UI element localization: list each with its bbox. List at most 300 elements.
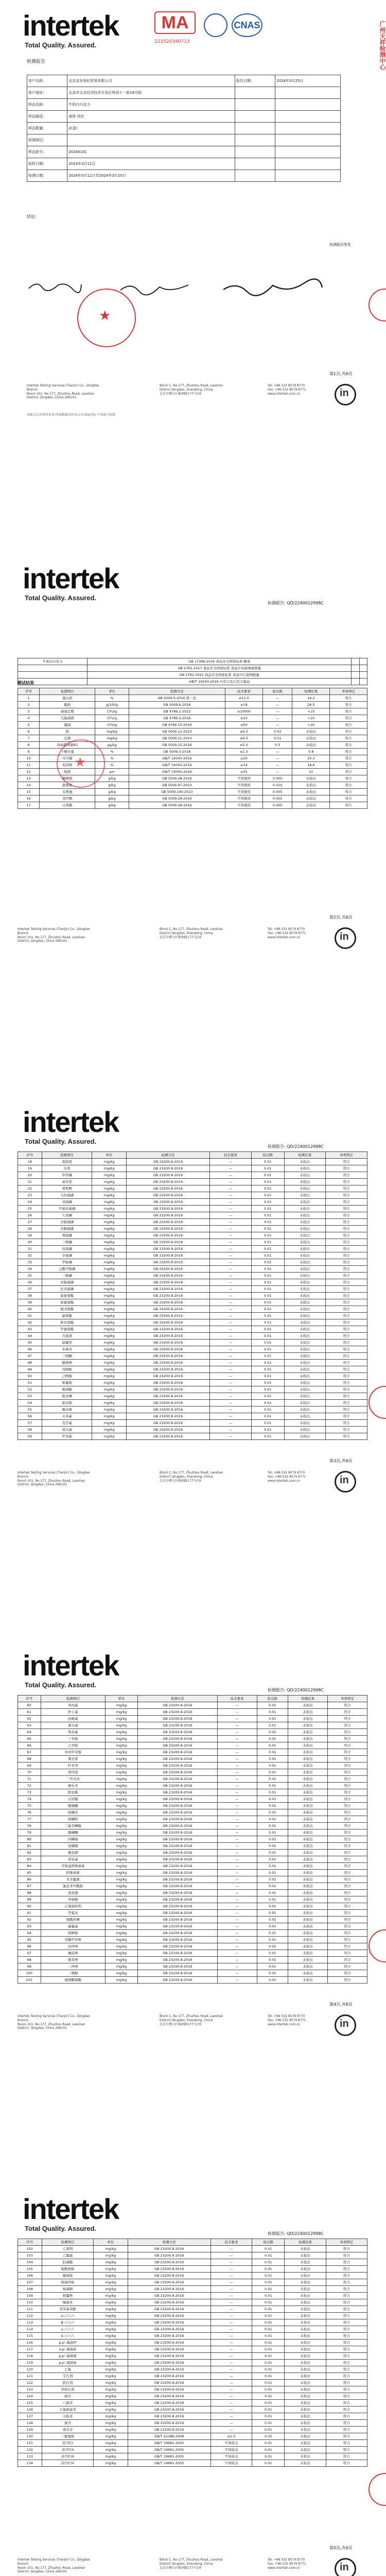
table-cell: — (210, 1433, 252, 1440)
table-cell: 符合 (328, 1742, 367, 1749)
table-row (18, 1340, 367, 1346)
table-row (18, 2360, 367, 2366)
table-cell: 0.01 (251, 1172, 284, 1179)
table-cell: mg/kg (105, 1776, 137, 1783)
table-cell: 51 (18, 1380, 42, 1386)
table-cell: 28 (18, 1226, 42, 1232)
table-cell: 符合 (326, 1219, 367, 1226)
table-cell: 久效磷 (42, 1212, 92, 1219)
table-cell: 符合 (330, 769, 367, 775)
table-cell: 甲氨基阿维菌素 (41, 1863, 105, 1870)
table-cell: 44 (18, 1333, 42, 1340)
table-cell: mg/kg (94, 2259, 128, 2266)
table-cell: 50 (18, 1373, 42, 1380)
table-cell: — (210, 2333, 252, 2340)
table-cell: 0.01 (251, 1212, 284, 1219)
table-cell: p,p'-滴滴涕 (42, 2360, 94, 2366)
table-cell: 未检出 (285, 2427, 326, 2433)
table-cell: 22 (18, 1185, 42, 1192)
table-cell: 118 (18, 2353, 42, 2360)
table-cell: 0.01 (251, 1199, 284, 1206)
table-cell: 未检出 (288, 1789, 328, 1796)
table-cell: — (262, 708, 292, 715)
table-cell: 126 (18, 2406, 42, 2413)
table-cell: 乙烯菌核利 (41, 1903, 105, 1910)
table-cell: 未检出 (284, 1273, 326, 1279)
results-table (17, 2239, 367, 2467)
table-cell: 符合 (328, 1923, 367, 1930)
table-cell: — (210, 1306, 252, 1313)
table-cell: 腈菌唑 (42, 1360, 92, 1366)
table-cell: GB 23200.8-2016 (138, 1937, 218, 1943)
table-cell: — (210, 1259, 252, 1266)
table-cell: 三氯杀螨醇 (41, 1823, 105, 1829)
table-cell: 未检出 (285, 2246, 326, 2252)
table-cell: 啶酰菌胺 (42, 2266, 94, 2273)
table-cell: mg/kg (92, 1172, 126, 1179)
table-cell: 符合 (330, 789, 367, 795)
table-cell: 符合 (326, 1179, 367, 1185)
table-cell: 总砷 (40, 735, 95, 742)
table-cell: GB 23200.8-2016 (128, 2427, 210, 2433)
results-table (17, 1151, 367, 1440)
table-cell: 符合 (330, 722, 367, 728)
table-cell: 符合 (328, 1736, 367, 1742)
slogan: Total Quality. Assured. (25, 2225, 97, 2232)
table-cell: 96 (18, 1943, 41, 1950)
table-cell: — (210, 2406, 252, 2413)
table-row (18, 658, 367, 665)
table-cell: 4 (18, 715, 40, 722)
table-cell: 121 (18, 2373, 42, 2380)
table-cell: 未检出 (284, 1239, 326, 1246)
table-cell: 不得检出 (210, 2447, 252, 2453)
table-cell: 符合 (330, 695, 367, 702)
table-cell: 未检出 (284, 1232, 326, 1239)
table-cell: 不得使用 (225, 789, 262, 795)
table-cell (359, 672, 367, 679)
table-cell: — (217, 1963, 257, 1970)
table-cell: 0.01 (257, 1963, 288, 1970)
table-cell: mg/kg (92, 1185, 126, 1192)
table-cell: GB 23200.8-2016 (126, 1373, 209, 1380)
table-cell: — (217, 1829, 257, 1836)
table-cell: γ-六六六 (42, 2326, 94, 2333)
table-cell: 0.01 (257, 1876, 288, 1883)
table-cell: mg/kg (94, 2400, 128, 2406)
table-cell: mg/kg (105, 1742, 137, 1749)
table-cell: — (210, 1179, 252, 1185)
table-cell: 未检出 (288, 1883, 328, 1890)
table-row (18, 1366, 367, 1373)
table-cell: 40 (18, 1306, 42, 1313)
table-cell: 未检出 (285, 2273, 326, 2279)
table-cell: GB 23200.8-2016 (128, 2293, 210, 2299)
table-cell: GB 5009.22-2016 (129, 742, 225, 749)
table-cell: 134 (18, 2460, 42, 2467)
table-cell: 未检出 (288, 1729, 328, 1736)
table-cell: — (210, 2340, 252, 2346)
table-cell: mg/kg (105, 1816, 137, 1823)
table-cell: 69 (18, 1762, 41, 1769)
table-row (18, 1259, 367, 1266)
table-cell: 未检出 (288, 1910, 328, 1917)
table-row (18, 1803, 367, 1809)
table-cell: 茚虫威 (41, 1856, 105, 1863)
table-cell: GB 23200.8-2016 (128, 2413, 210, 2420)
footer-intertek-icon: in (335, 384, 356, 405)
table-cell: 0.01 (251, 1427, 284, 1433)
info-cell: 样品数量: (27, 123, 67, 134)
table-cell: GB 23200.8-2016 (128, 2346, 210, 2353)
table-cell: 阿维菌素 (41, 1870, 105, 1876)
table-cell: GB 23200.8-2016 (138, 1716, 218, 1722)
table-cell: 98 (18, 1957, 41, 1963)
table-cell: 符合 (326, 2386, 367, 2393)
table-cell: 符合 (326, 2333, 367, 2340)
table-cell: 甲胺磷 (42, 1259, 92, 1266)
table-cell: 未检出 (285, 2326, 326, 2333)
table-cell: 0.02 (262, 728, 292, 735)
table-row (18, 1829, 367, 1836)
table-cell: — (217, 1742, 257, 1749)
table-cell: 苏丹红III (42, 2453, 94, 2460)
table-cell: — (217, 1856, 257, 1863)
table-cell: 9 (18, 749, 40, 755)
table-cell: 糖精钠 (40, 775, 95, 782)
table-cell: — (217, 1816, 257, 1823)
table-cell: 未检出 (284, 1346, 326, 1353)
table-cell: % (95, 695, 129, 702)
table-cell: — (210, 2420, 252, 2427)
table-row (18, 1413, 367, 1420)
info-cell: 2024年3月11日至2024年3月25日 (67, 170, 235, 182)
column-header: 检测项目 (40, 688, 95, 695)
table-cell: 78 (18, 1823, 41, 1829)
table-row (18, 1843, 367, 1850)
table-cell: mg/kg (94, 2406, 128, 2413)
table-row (18, 2279, 367, 2286)
table-cell: 符合 (330, 728, 367, 735)
table-cell: 52 (18, 1386, 42, 1393)
table-cell: 0.005 (262, 775, 292, 782)
table-cell: GB 23200.8-2016 (126, 1172, 209, 1179)
table-cell: 0.005 (262, 789, 292, 795)
table-cell: — (210, 1326, 252, 1333)
table-cell: 38 (18, 1293, 42, 1299)
table-cell: 未检出 (284, 1406, 326, 1413)
table-row (18, 2386, 367, 2393)
table-cell: mg/kg (92, 1232, 126, 1239)
table-cell: GB/T 19343-2016 (129, 755, 225, 762)
signature-3 (221, 278, 324, 297)
table-cell: 符合 (326, 2373, 367, 2380)
table-row (18, 1836, 367, 1843)
table-cell: GB 23200.8-2016 (138, 1943, 218, 1950)
table-cell: 未检出 (288, 1762, 328, 1769)
table-cell: 灭蚁灵 (42, 2413, 94, 2420)
table-cell (359, 658, 367, 665)
report-page-5 (0, 2174, 386, 2576)
table-row (18, 2252, 367, 2259)
table-cell (352, 658, 359, 665)
info-cell (275, 170, 341, 182)
table-cell: 符合 (326, 2433, 367, 2440)
table-cell: 水胺硫磷 (42, 1219, 92, 1226)
report-number: 检测报告: QD/2240012998C (268, 1144, 324, 1149)
table-cell: ≥20 (225, 755, 262, 762)
table-row (18, 1346, 367, 1353)
table-cell: 符合 (326, 1319, 367, 1326)
table-cell: — (217, 1783, 257, 1789)
table-cell: g/kg (95, 802, 129, 809)
table-cell: 未检出 (288, 1903, 328, 1910)
table-row (18, 665, 367, 672)
table-cell: 狄氏剂 (42, 2380, 94, 2386)
table-cell: 符合 (326, 1413, 367, 1420)
table-cell: 未检出 (285, 2460, 326, 2467)
table-cell: 符合 (330, 708, 367, 715)
table-cell: 未检出 (285, 2373, 326, 2380)
table-cell: 未检出 (292, 775, 330, 782)
table-cell: — (210, 1299, 252, 1306)
table-row (18, 2246, 367, 2252)
table-cell: % (95, 749, 129, 755)
table-row (18, 1373, 367, 1380)
table-cell: GB 23200.8-2016 (128, 2299, 210, 2306)
table-cell: 甲拌磷 (42, 1172, 92, 1179)
table-cell: 0.01 (257, 1950, 288, 1957)
table-cell: 符合 (326, 2400, 367, 2406)
table-cell: 氯菊酯 (42, 1313, 92, 1319)
info-row (27, 75, 341, 87)
table-cell: mg/kg (92, 1340, 126, 1346)
table-cell: 苏丹红II (42, 2447, 94, 2453)
table-cell: 0.01 (252, 2420, 285, 2427)
table-cell: mg/kg (105, 1950, 137, 1957)
table-cell: 不得使用 (225, 775, 262, 782)
info-row (27, 134, 341, 146)
table-cell: — (217, 1903, 257, 1910)
table-row (18, 1239, 367, 1246)
table-cell: 63 (18, 1722, 41, 1729)
table-cell: 烯酰吗啉 (41, 1917, 105, 1923)
table-cell: 未检出 (284, 1386, 326, 1393)
table-row (18, 1286, 367, 1293)
table-cell: — (210, 2319, 252, 2326)
column-header: 技术要求 (217, 1696, 257, 1702)
table-cell: GB 23200.8-2016 (138, 1930, 218, 1937)
info-cell (275, 146, 341, 158)
table-row (18, 2433, 367, 2440)
table-cell: mg/kg (105, 1722, 137, 1729)
table-row (18, 1762, 367, 1769)
column-header: 检出限 (252, 2239, 285, 2246)
table-cell: 未检出 (292, 789, 330, 795)
table-cell: 71 (18, 1776, 41, 1783)
table-row (18, 2306, 367, 2313)
info-cell: 样品描述: (27, 111, 67, 123)
table-cell: 符合 (326, 2380, 367, 2386)
table-cell: 48 (18, 1360, 42, 1366)
table-cell: 未检出 (284, 1353, 326, 1360)
table-cell: 符合 (328, 1749, 367, 1756)
table-cell: 82 (18, 1850, 41, 1856)
table-cell: 70 (18, 1769, 41, 1776)
table-row (18, 1252, 367, 1259)
column-header: 单项判定 (330, 688, 367, 695)
table-cell: — (262, 762, 292, 769)
table-cell: GB 23200.8-2016 (138, 1829, 218, 1836)
table-cell: GB 23200.8-2016 (128, 2393, 210, 2400)
info-row (27, 146, 341, 158)
table-cell: 符合 (326, 1226, 367, 1232)
table-cell: GB/T 19681-2005 (128, 2447, 210, 2453)
table-cell: 0.01 (252, 2266, 285, 2273)
table-cell: GB 23200.8-2016 (128, 2266, 210, 2273)
table-cell: 0.01 (257, 1836, 288, 1843)
table-cell: 0.01 (252, 2252, 285, 2259)
table-cell: 符合 (330, 795, 367, 802)
table-row (18, 1313, 367, 1319)
table-cell (18, 665, 87, 672)
table-cell: — (217, 1749, 257, 1756)
table-cell: 0.01 (251, 1366, 284, 1373)
table-cell: 53 (18, 1393, 42, 1400)
table-cell: 苯甲酸 (40, 795, 95, 802)
table-cell: 130 (18, 2433, 42, 2440)
table-cell: 0.01 (257, 1809, 288, 1816)
table-cell: — (210, 2279, 252, 2286)
table-row (18, 2340, 367, 2346)
table-cell: 符合 (326, 2326, 367, 2333)
table-cell: 0.01 (251, 1266, 284, 1273)
table-cell: 符合 (328, 1883, 367, 1890)
table-cell: — (217, 1709, 257, 1716)
info-cell (275, 99, 341, 111)
table-cell: mg/kg (92, 1239, 126, 1246)
table-cell: 符合 (326, 2299, 367, 2306)
table-row (18, 715, 367, 722)
report-page-3 (0, 1087, 386, 1631)
intertek-logo: intertek (23, 9, 119, 42)
table-cell: mg/kg (92, 1393, 126, 1400)
table-cell: 符合 (326, 1346, 367, 1353)
table-cell: 0.01 (257, 1863, 288, 1870)
table-cell: 111 (18, 2306, 42, 2313)
table-cell: 0.01 (257, 1816, 288, 1823)
table-cell: — (217, 1716, 257, 1722)
table-cell: 59 (18, 1433, 42, 1440)
table-cell: 36 (18, 1279, 42, 1286)
table-cell: mg/kg (105, 1716, 137, 1722)
table-cell: 0.01 (252, 2386, 285, 2393)
table-cell: GB 23200.8-2016 (138, 1809, 218, 1816)
column-header: 单项判定 (328, 1696, 367, 1702)
table-cell: — (217, 1850, 257, 1856)
table-row (18, 1883, 367, 1890)
table-cell: — (217, 1870, 257, 1876)
page-number: 第5页,共6页 (329, 2546, 353, 2550)
table-cell: — (210, 2393, 252, 2400)
table-cell: 0.01 (252, 2373, 285, 2380)
table-cell: mg/kg (105, 1937, 137, 1943)
table-cell: 87 (18, 1883, 41, 1890)
table-cell: 0.01 (257, 1930, 288, 1937)
table-cell: mg/kg (92, 1373, 126, 1380)
table-cell: 符合 (328, 1722, 367, 1729)
table-cell: mg/kg (105, 1769, 137, 1776)
table-cell: 104 (18, 2259, 42, 2266)
table-cell: 0.01 (257, 1789, 288, 1796)
table-cell: GB 23200.8-2016 (128, 2360, 210, 2366)
table-cell: 符合 (326, 1393, 367, 1400)
table-cell: 31 (18, 1246, 42, 1252)
table-cell: 3 (18, 708, 40, 715)
column-header: 单位 (94, 2239, 128, 2246)
table-cell: 0.01 (257, 1890, 288, 1896)
table-cell: mg/kg (92, 1326, 126, 1333)
table-cell: 62 (18, 1716, 41, 1722)
table-cell: 未检出 (284, 1433, 326, 1440)
table-cell: — (210, 2326, 252, 2333)
table-cell: 符合 (328, 1863, 367, 1870)
intertek-logo: intertek (23, 562, 119, 595)
table-cell: 丁草胺 (41, 1736, 105, 1742)
table-cell: 0.01 (251, 1433, 284, 1440)
table-cell: 丙环唑 (41, 1943, 105, 1950)
table-row (18, 789, 367, 795)
table-cell: 符合 (330, 755, 367, 762)
table-cell: GB 23200.8-2016 (126, 1413, 209, 1420)
table-cell: — (210, 1386, 252, 1393)
column-header: 单位 (105, 1696, 137, 1702)
table-cell: — (217, 1762, 257, 1769)
info-cell (235, 87, 275, 99)
column-header: 技术要求 (210, 2239, 252, 2246)
table-cell: 干燥失重 (40, 749, 95, 755)
table-cell: — (217, 1977, 257, 1984)
table-cell: 符合 (326, 2453, 367, 2460)
table-cell: 三唑醇 (41, 1970, 105, 1977)
table-cell: 符合 (326, 2266, 367, 2273)
table-cell: 0.01 (251, 1373, 284, 1380)
table-cell: 未检出 (284, 1306, 326, 1313)
table-cell: GB 23200.8-2016 (126, 1433, 209, 1440)
table-cell: 符合 (326, 2293, 367, 2299)
table-row (18, 2420, 367, 2427)
table-cell: % (95, 762, 129, 769)
table-cell: 符合 (328, 1910, 367, 1917)
table-cell: 除虫脲 (41, 1789, 105, 1796)
table-cell: 嘧霉胺 (42, 1380, 92, 1386)
ma-badge: MA (154, 11, 196, 37)
table-cell: 未检出 (288, 1930, 328, 1937)
table-cell: GB 17399-2016 食品安全国家标准 糖果 (87, 658, 352, 665)
table-cell: 黄曲霉毒素B1 (40, 742, 95, 749)
table-cell: — (217, 1896, 257, 1903)
table-cell: 84 (18, 1863, 41, 1870)
table-cell: mg/kg (105, 1736, 137, 1742)
table-cell: 0.01 (252, 2400, 285, 2406)
table-cell: 94 (18, 1930, 41, 1937)
table-cell: 甲霜灵 (41, 1910, 105, 1917)
table-cell: 0.01 (251, 1380, 284, 1386)
table-row (18, 1279, 367, 1286)
table-cell: GB 5009.3-2016 (129, 749, 225, 755)
table-cell: 符合 (326, 1199, 367, 1206)
table-cell: — (210, 2259, 252, 2266)
